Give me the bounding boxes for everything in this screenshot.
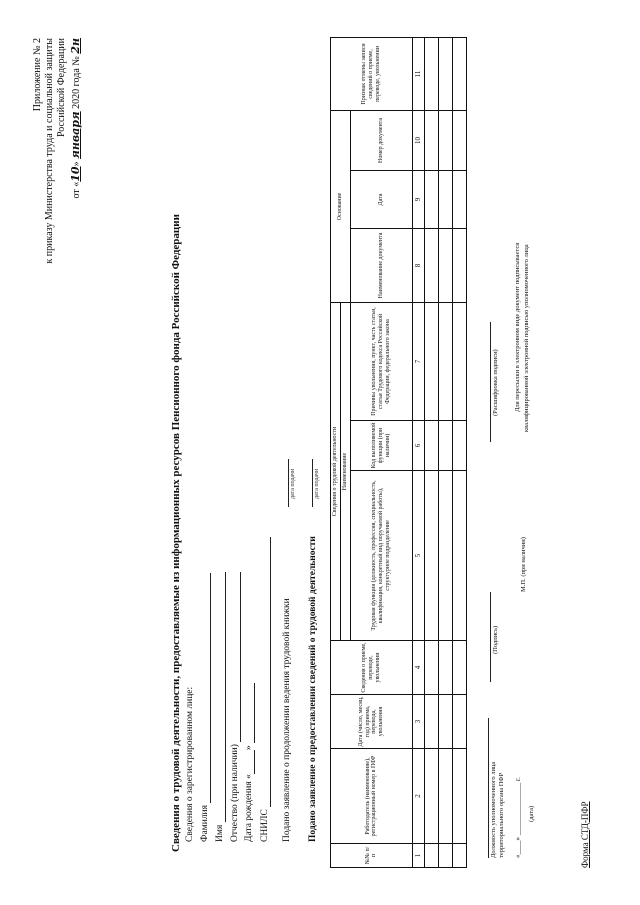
table-cell (438, 229, 452, 303)
col-number-2: 2 (412, 749, 424, 844)
continue-date-line (280, 459, 289, 507)
electronic-note-2: квалифицированной электронной подписью уполномоченного лица (523, 244, 530, 432)
provide-info-note: Подано заявление о предоставлении сведений о трудовой деятельности (308, 536, 318, 842)
table-cell (424, 641, 438, 695)
table-cell (438, 303, 452, 421)
table-cell (438, 471, 452, 641)
form-code: Форма СТД-ПФР (580, 801, 590, 868)
appendix-block (32, 38, 83, 264)
appendix-date-mid: » (70, 161, 82, 167)
surname-label: Фамилия (200, 804, 210, 842)
provide-date-hint: дата подачи (314, 468, 320, 499)
birth-month-line (245, 683, 255, 743)
table-cell (438, 171, 452, 229)
snils-line (261, 537, 271, 807)
table-cell (438, 37, 452, 110)
table-cell (452, 171, 466, 229)
decode-line (490, 322, 491, 442)
page-title: Сведения о трудовой деятельности, предоставляемые из информационных ресурсов Пенсионного фонда Российской Федерации (170, 214, 182, 852)
name-label: Имя (215, 824, 225, 842)
col-number-5: 5 (412, 471, 424, 641)
surname-line (201, 573, 211, 803)
stamp-caption: М.П. (при наличии) (520, 537, 527, 592)
table-cell (438, 844, 452, 868)
continue-date-hint: дата подачи (290, 468, 296, 499)
col-header-employer: Работодатель (наименование), регистрационный номер в ПФР (331, 749, 413, 844)
appendix-month: января (68, 111, 82, 159)
table-row (452, 37, 466, 867)
patronymic-label: Отчество (при наличии) (230, 744, 240, 842)
table-cell (452, 844, 466, 868)
table-cell (438, 421, 452, 471)
appendix-year: 2020 года № (70, 56, 82, 109)
decode-caption: (Расшифровка подписи) (492, 349, 499, 416)
col-header-doc-date: Дата (350, 171, 412, 229)
signer-position: Должность уполномоченного лица территориального органа ПФР (488, 718, 506, 858)
table-cell (452, 695, 466, 749)
snils-field (260, 537, 271, 842)
table-header-row-1 (331, 37, 341, 867)
name-field (215, 572, 226, 842)
col-number-9: 9 (412, 171, 424, 229)
appendix-line-3: Российской Федерации (56, 38, 68, 138)
table-cell (452, 303, 466, 421)
appendix-date-prefix: от « (70, 181, 82, 199)
continue-book-label: Подано заявление о продолжении ведения трудовой книжки (282, 598, 292, 842)
col-header-doc-number: Номер документа (350, 110, 412, 170)
form-sheet (20, 22, 620, 882)
col-number-1: 1 (412, 844, 424, 868)
col-number-7: 7 (412, 303, 424, 421)
col-number-6: 6 (412, 421, 424, 471)
table-cell (424, 171, 438, 229)
col-header-info: Сведения о приеме, переводе, увольнении (331, 641, 413, 695)
table-cell (424, 471, 438, 641)
signature-caption: (Подпись) (492, 625, 499, 654)
continue-book-note (282, 598, 293, 842)
table-cell (424, 844, 438, 868)
name-line (216, 572, 226, 822)
patronymic-line (231, 572, 241, 742)
appendix-line-4 (69, 38, 83, 264)
table-cell (424, 37, 438, 110)
col-number-3: 3 (412, 695, 424, 749)
sign-date-caption: (дата) (528, 805, 535, 822)
table-cell (438, 695, 452, 749)
col-header-cancel: Признак отмены записи сведений о приеме, переводе, увольнении (331, 37, 413, 110)
appendix-number: 2н (68, 38, 82, 54)
signature-line (490, 592, 491, 682)
table-cell (424, 749, 438, 844)
table-row (424, 37, 438, 867)
labor-activity-table (330, 37, 467, 868)
sign-date-line: «____» _______________ г. (514, 777, 522, 858)
table-cell (438, 749, 452, 844)
appendix-line-1: Приложение № 2 (32, 38, 43, 112)
electronic-note-1: Для пересылки в электронном виде документ подписывается (514, 242, 521, 412)
group-header-basis: Основание (331, 110, 351, 302)
group-header-labor: Сведения о трудовой деятельности (331, 303, 341, 641)
surname-field (200, 573, 211, 842)
col-header-reason: Причины увольнения, пункт, часть статьи, статья Трудового кодекса Российской Федерации, федерального закона (350, 303, 412, 421)
col-header-doc-name: Наименование документа (350, 229, 412, 303)
appendix-line-2: к приказу Министерства труда и социальной защиты (44, 38, 56, 264)
table-cell (452, 421, 466, 471)
person-heading: Сведения о зарегистрированном лице: (185, 686, 195, 842)
patronymic-field (230, 572, 241, 842)
provide-date-line (304, 459, 313, 507)
appendix-day: 10 (68, 166, 82, 182)
birth-date-label: Дата рождения « (244, 774, 254, 842)
col-number-8: 8 (412, 229, 424, 303)
col-number-11: 11 (412, 37, 424, 110)
col-header-date: Дата (число, месяц, год) приема, перевода, увольнения (331, 695, 413, 749)
col-header-num: №№ п/п (331, 844, 413, 868)
birth-date-field (244, 683, 255, 842)
birth-date-quote: » (244, 745, 254, 751)
table-cell (438, 110, 452, 170)
table-cell (424, 421, 438, 471)
col-header-function: Трудовая функция (должность, профессия, специальность, квалификация, конкретный вид поручаемой работы), структурное подразделение (350, 471, 412, 641)
table-cell (424, 110, 438, 170)
table-cell (452, 229, 466, 303)
table-cell (452, 641, 466, 695)
table-cell (424, 303, 438, 421)
col-number-10: 10 (412, 110, 424, 170)
table-number-row (412, 37, 424, 867)
col-header-code: Код выполняемой функции (при наличии) (350, 421, 412, 471)
col-number-4: 4 (412, 641, 424, 695)
table-cell (424, 229, 438, 303)
table-cell (452, 110, 466, 170)
group-header-name: Наименование (340, 303, 350, 641)
table-cell (424, 695, 438, 749)
table-row (438, 37, 452, 867)
table-cell (452, 471, 466, 641)
snils-label: СНИЛС (260, 809, 270, 842)
table-cell (438, 641, 452, 695)
birth-day-line (245, 750, 255, 774)
table-cell (452, 37, 466, 110)
table-cell (452, 749, 466, 844)
